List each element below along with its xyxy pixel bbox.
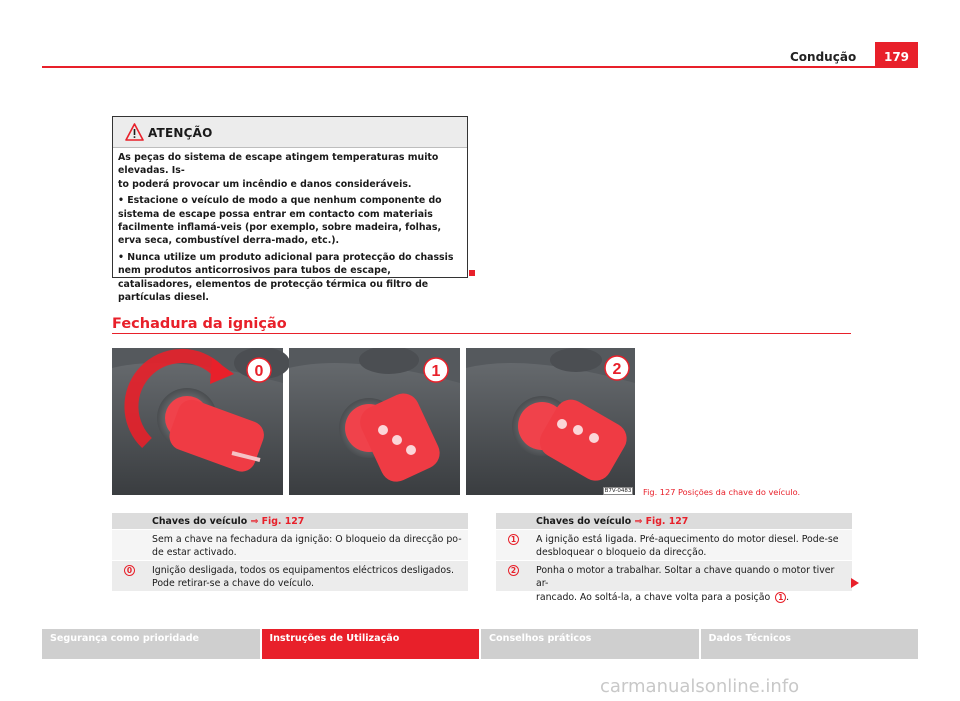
figure-panel-2 [466, 348, 635, 495]
table-row-suffix: . [786, 591, 790, 603]
tab-seguranca[interactable]: Segurança como prioridade [42, 629, 260, 659]
table-header-text: Chaves do veículo [152, 516, 251, 527]
tab-conselhos[interactable]: Conselhos práticos [481, 629, 699, 659]
figure-reference-link[interactable]: ⇒ Fig. 127 [250, 516, 305, 527]
section-end-marker [469, 270, 475, 276]
header-section-title: Condução [790, 50, 857, 64]
footer-tabs [42, 629, 918, 659]
warning-paragraph: As peças do sistema de escape atingem temperaturas muito elevadas. Is- to poderá provocar um incêndio e danos consideráveis. [118, 152, 439, 190]
figure-code: B7V-0483 [604, 488, 632, 494]
position-2-badge [605, 356, 629, 380]
table-row [496, 560, 852, 603]
key-positions-table-right [496, 513, 852, 603]
key-positions-table-left [112, 513, 468, 591]
figure-panel-0 [112, 348, 290, 495]
warning-box [112, 116, 468, 304]
page-number: 179 [875, 42, 918, 68]
tab-instrucoes[interactable]: Instruções de Utilização [262, 629, 480, 659]
header-rule [42, 66, 918, 68]
table-header [112, 513, 468, 529]
position-number: 2 [508, 565, 519, 576]
continue-arrow-icon [851, 578, 859, 588]
position-number: 0 [124, 565, 135, 576]
table-row-text: Sem a chave na fechadura da ignição: O bloqueio da direcção po- de estar activado. [152, 534, 462, 559]
warning-header [113, 117, 467, 148]
section-title: Fechadura da ignição [112, 316, 287, 332]
svg-text:2: 2 [612, 361, 622, 378]
figure-reference-link[interactable]: ⇒ Fig. 127 [634, 516, 689, 527]
watermark: carmanualsonline.info [600, 676, 800, 697]
figure-caption: Fig. 127 Posições da chave do veículo. [643, 487, 801, 497]
tab-dados-tecnicos[interactable]: Dados Técnicos [701, 629, 919, 659]
warning-title: ATENÇÃO [148, 126, 213, 140]
table-row [496, 529, 852, 560]
table-row-text: Ignição desligada, todos os equipamentos eléctricos desligados. Pode retirar-se a chave do veículo. [152, 565, 454, 590]
figure-panel-1 [289, 348, 460, 495]
table-row [112, 529, 468, 560]
position-number: 1 [508, 534, 519, 545]
table-row-text: A ignição está ligada. Pré-aquecimento do motor diesel. Pode-se desbloquear o bloqueio da direcção. [536, 534, 839, 559]
table-row-text: Ponha o motor a trabalhar. Soltar a chave quando o motor tiver ar- rancado. Ao soltá-la, a chave volta para a posição [536, 565, 835, 603]
table-row [112, 560, 468, 591]
position-0-badge [247, 358, 271, 382]
warning-bullet: • Estacione o veículo de modo a que nenhum componente do sistema de escape possa entrar em contacto com materiais facilmente inflamá-veis (por exemplo, sobre madeira, folhas, erva seca, combustível derra-mado, etc.). [118, 195, 442, 247]
table-header [496, 513, 852, 529]
section-rule [112, 333, 851, 334]
ignition-key-figure [112, 348, 635, 495]
warning-bullet: • Nunca utilize um produto adicional para protecção do chassis nem produtos anticorrosivos para tubos de escape, catalisadores, elementos de protecção térmica ou filtro de partículas diesel. [118, 251, 454, 304]
svg-text:1: 1 [431, 363, 441, 380]
position-1-badge [424, 358, 448, 382]
inline-position-number: 1 [775, 592, 786, 603]
table-header-text: Chaves do veículo [536, 516, 635, 527]
warning-body [113, 148, 467, 304]
svg-text:0: 0 [254, 363, 264, 380]
warning-triangle-icon [125, 123, 144, 141]
